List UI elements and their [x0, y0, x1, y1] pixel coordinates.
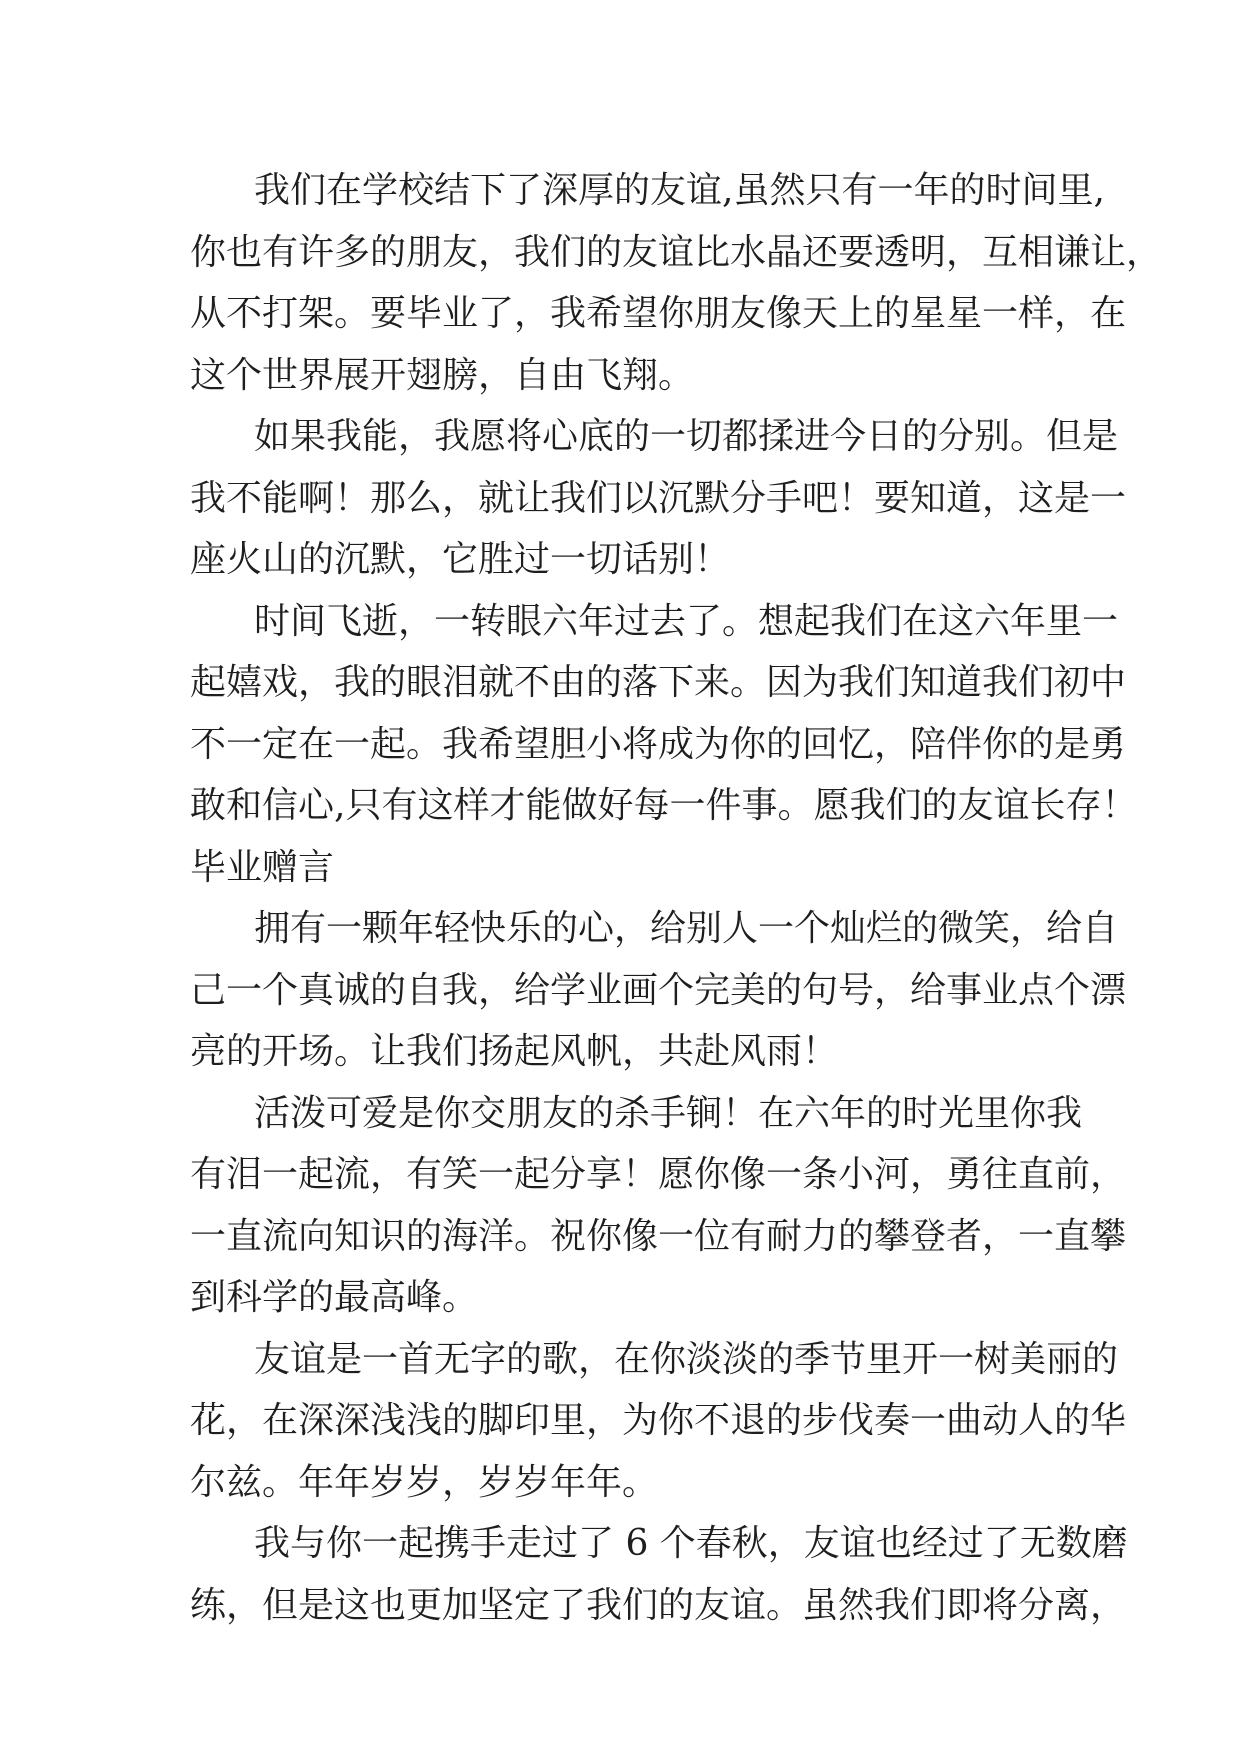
text-line: 时间飞逝，一转眼六年过去了。想起我们在这六年里一	[254, 600, 1119, 642]
text-line: 己一个真诚的自我，给学业画个完美的句号，给事业点个漂	[190, 969, 1127, 1011]
text-line: 座火山的沉默，它胜过一切话别！	[190, 539, 731, 580]
text-line: 活泼可爱是你交朋友的杀手锏！在六年的时光里你我	[254, 1092, 1083, 1134]
text-line: 亮的开场。让我们扬起风帆，共赴风雨！	[190, 1031, 839, 1072]
text-line: 这个世界展开翅膀，自由飞翔。	[190, 354, 695, 396]
text-line: 我们在学校结下了深厚的友谊,虽然只有一年的时间里,	[254, 170, 1105, 211]
document-body	[190, 160, 1163, 1636]
text-line: 拥有一颗年轻快乐的心，给别人一个灿烂的微笑，给自	[254, 908, 1119, 949]
text-line: 我与你一起携手走过了 6 个春秋，友谊也经过了无数磨	[254, 1523, 1128, 1564]
text-line: 友谊是一首无字的歌，在你淡淡的季节里开一树美丽的	[254, 1338, 1119, 1380]
text-line: 从不打架。要毕业了，我希望你朋友像天上的星星一样，在	[190, 293, 1127, 334]
text-line: 花，在深深浅浅的脚印里，为你不退的步伐奏一曲动人的华	[190, 1400, 1127, 1441]
text-line: 敢和信心,只有这样才能做好每一件事。愿我们的友谊长存！	[190, 785, 1138, 826]
text-line: 有泪一起流，有笑一起分享！愿你像一条小河，勇往直前，	[190, 1154, 1127, 1195]
section-heading: 毕业赠言	[190, 846, 335, 888]
text-line: 如果我能，我愿将心底的一切都揉进今日的分别。但是	[254, 416, 1119, 457]
text-line: 尔兹。年年岁岁，岁岁年年。	[190, 1461, 659, 1503]
text-line: 到科学的最高峰。	[190, 1277, 479, 1318]
text-line: 练，但是这也更加坚定了我们的友谊。虽然我们即将分离，	[190, 1584, 1127, 1626]
text-line: 不一定在一起。我希望胆小将成为你的回忆，陪伴你的是勇	[190, 723, 1127, 765]
text-line: 起嬉戏，我的眼泪就不由的落下来。因为我们知道我们初中	[190, 662, 1127, 703]
text-line: 你也有许多的朋友，我们的友谊比水晶还要透明，互相谦让，	[190, 231, 1163, 273]
text-line: 一直流向知识的海洋。祝你像一位有耐力的攀登者，一直攀	[190, 1215, 1127, 1257]
text-line: 我不能啊！那么，就让我们以沉默分手吧！要知道，这是一	[190, 477, 1127, 519]
